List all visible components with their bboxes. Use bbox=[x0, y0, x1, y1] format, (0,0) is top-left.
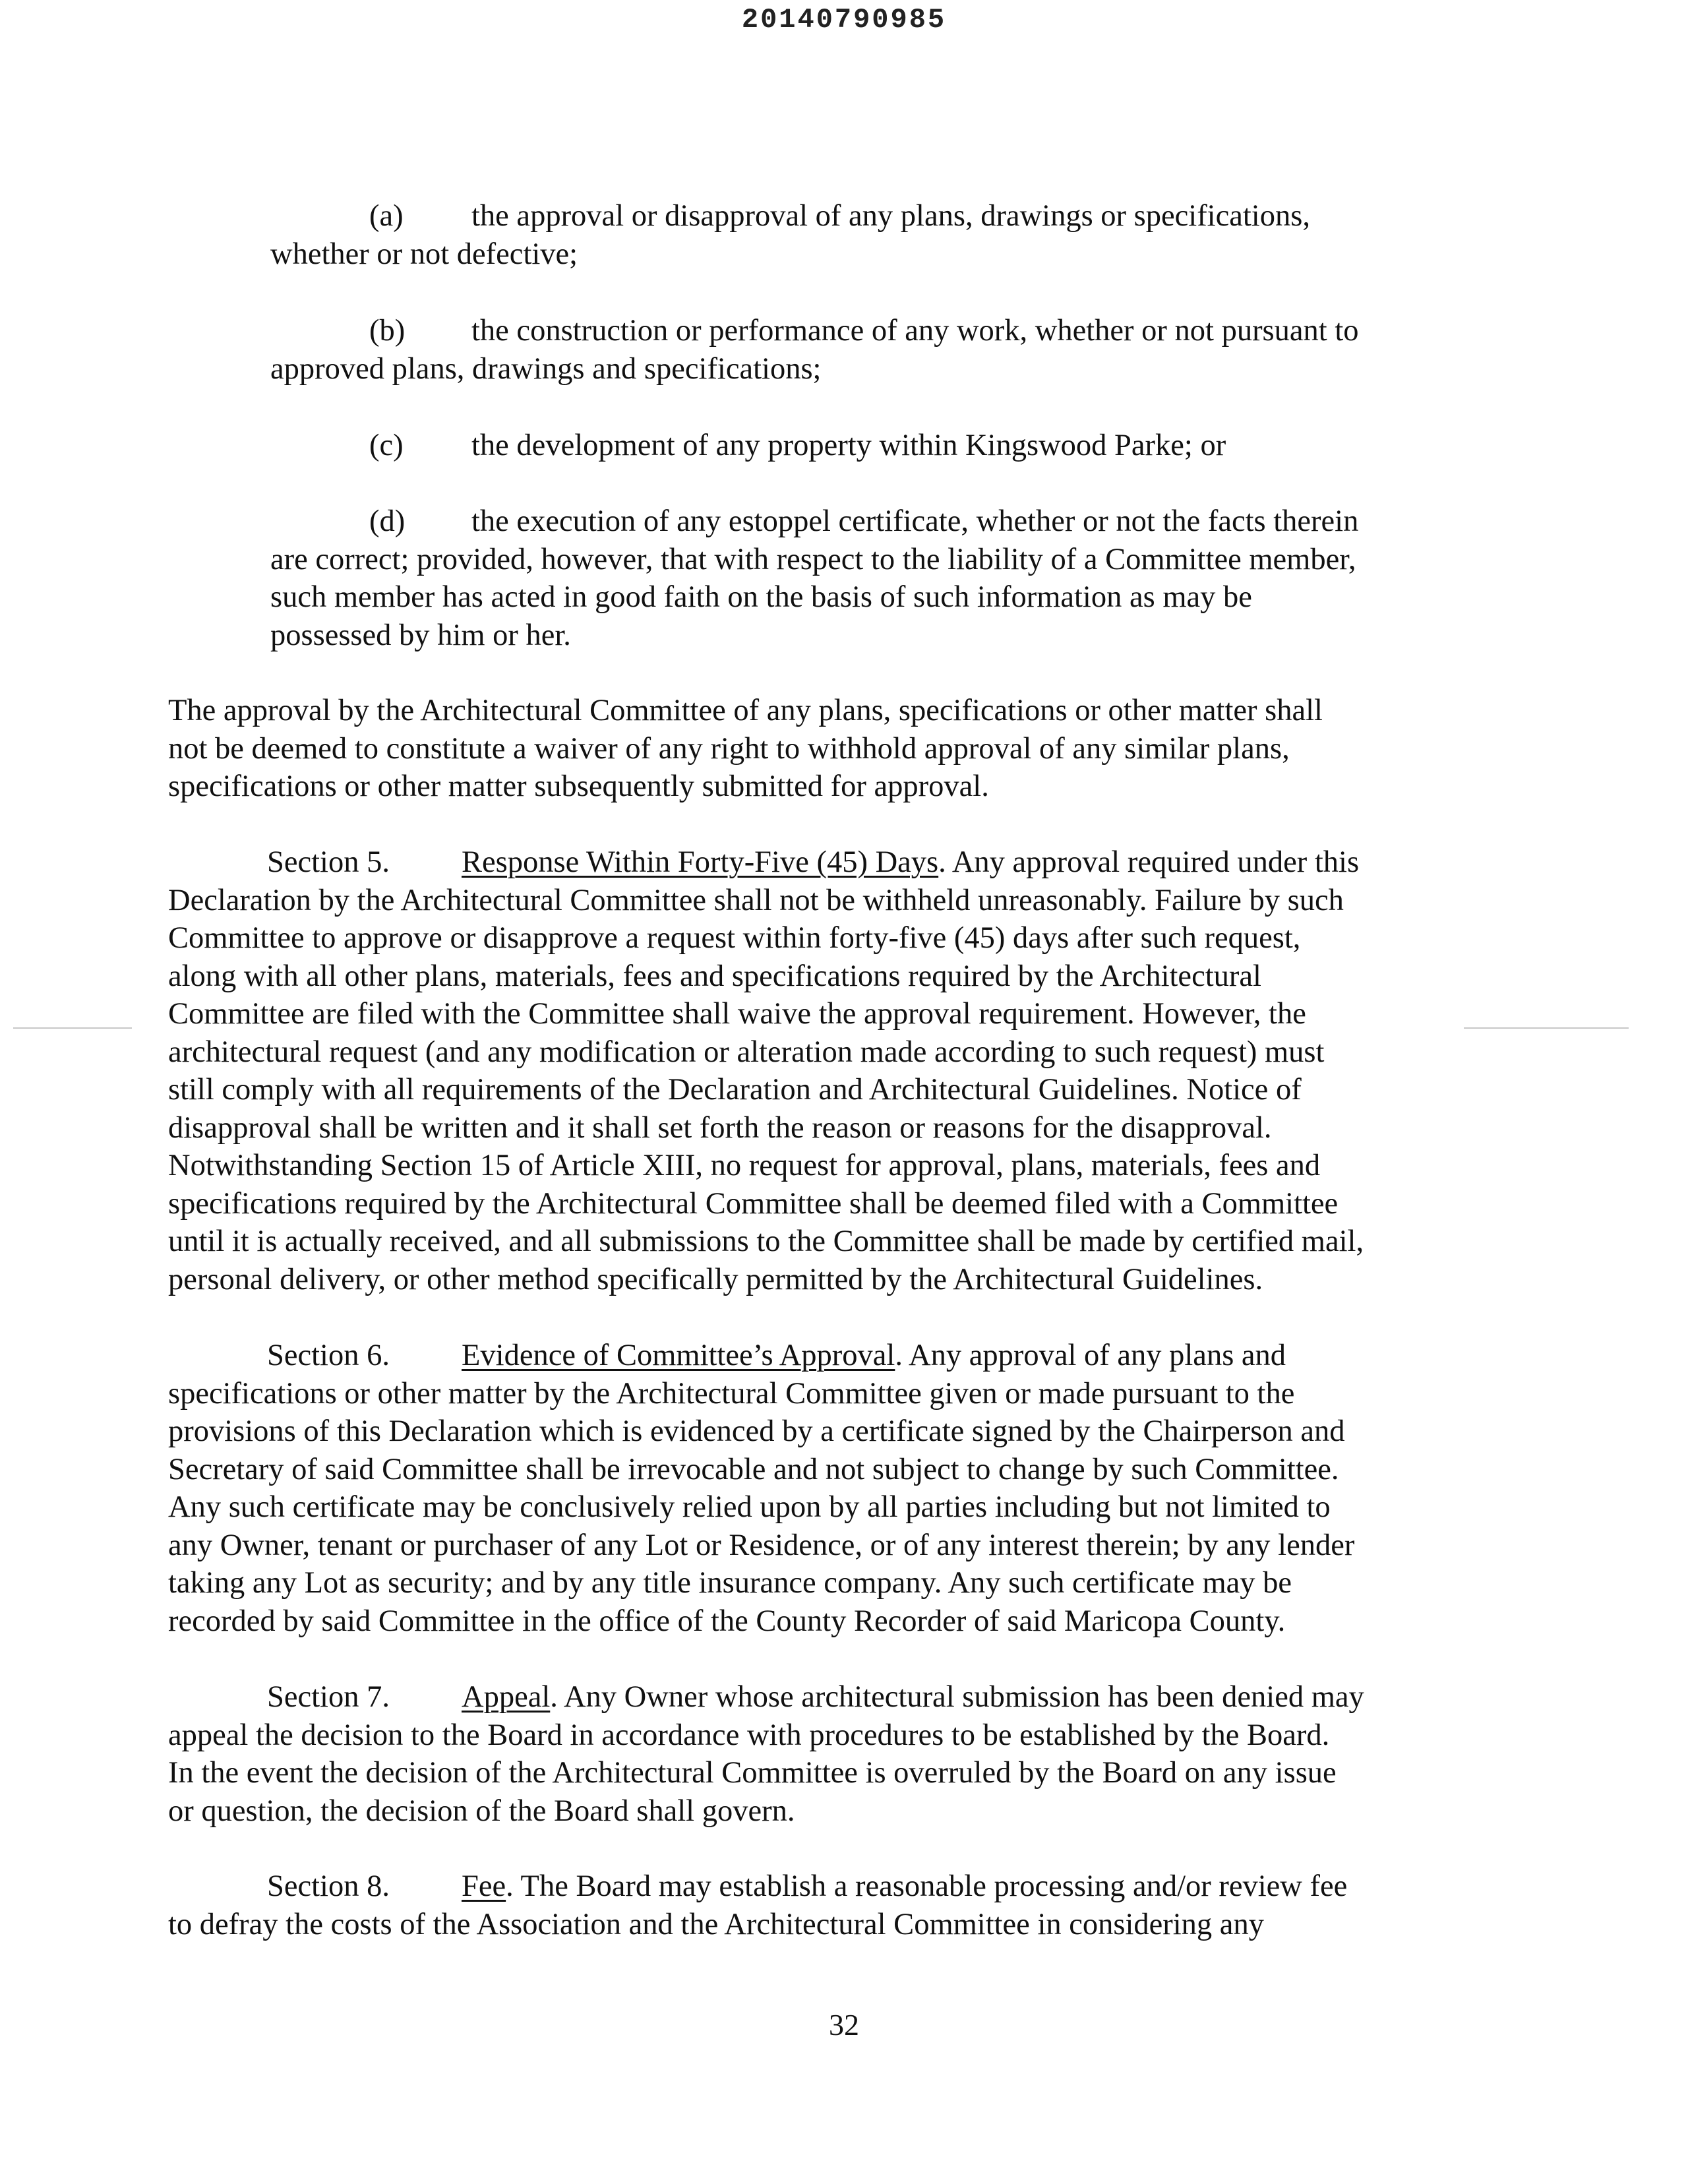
section-text: recorded by said Committee in the office of the County Recorder of said Maricopa County. bbox=[168, 1604, 1286, 1638]
list-item-a bbox=[270, 197, 1310, 273]
item-label: (d) bbox=[369, 504, 406, 538]
section-title: Evidence of Committee’s Approval bbox=[462, 1339, 895, 1372]
section-text: any Owner, tenant or purchaser of any Lot or Residence, or of any interest therein; by any lender bbox=[168, 1528, 1355, 1562]
item-text: the approval or disapproval of any plans, drawings or specifications, bbox=[471, 199, 1310, 233]
section-text: Secretary of said Committee shall be irrevocable and not subject to change by such Committee. bbox=[168, 1452, 1339, 1486]
item-label: (a) bbox=[369, 199, 404, 233]
item-text: are correct; provided, however, that with respect to the liability of a Committee member, bbox=[270, 542, 1356, 576]
section-text: . The Board may establish a reasonable processing and/or review fee bbox=[506, 1869, 1348, 1903]
section-title: Fee bbox=[462, 1869, 506, 1903]
section-text: Notwithstanding Section 15 of Article XIII, no request for approval, plans, materials, fees and bbox=[168, 1149, 1321, 1182]
section-text: Declaration by the Architectural Committee shall not be withheld unreasonably. Failure by such bbox=[168, 883, 1344, 917]
section-text: specifications required by the Architectural Committee shall be deemed filed with a Committee bbox=[168, 1186, 1339, 1221]
section-text: disapproval shall be written and it shall set forth the reason or reasons for the disapproval. bbox=[168, 1110, 1272, 1145]
section-text: provisions of this Declaration which is evidenced by a certificate signed by the Chairperson and bbox=[168, 1414, 1345, 1448]
item-text: the development of any property within Kingswood Parke; or bbox=[471, 429, 1226, 462]
section-text: until it is actually received, and all submissions to the Committee shall be made by certified mail, bbox=[168, 1225, 1364, 1258]
section-text: Committee are filed with the Committee shall waive the approval requirement. However, the bbox=[168, 997, 1306, 1031]
scan-artifact bbox=[13, 1027, 132, 1029]
item-text: possessed by him or her. bbox=[270, 618, 571, 652]
paragraph-line: The approval by the Architectural Committee of any plans, specifications or other matter shall bbox=[168, 694, 1323, 727]
paragraph-line: specifications or other matter subsequently submitted for approval. bbox=[168, 770, 989, 803]
item-text: whether or not defective; bbox=[270, 237, 578, 271]
section-text: along with all other plans, materials, fees and specifications required by the Architectural bbox=[168, 959, 1261, 993]
section-text: personal delivery, or other method specifically permitted by the Architectural Guidelines. bbox=[168, 1262, 1263, 1296]
section-6 bbox=[168, 1337, 1354, 1640]
section-5 bbox=[168, 843, 1364, 1298]
section-label: Section 6. bbox=[267, 1339, 390, 1372]
item-text: the construction or performance of any work, whether or not pursuant to bbox=[471, 314, 1359, 348]
section-text: or question, the decision of the Board shall govern. bbox=[168, 1794, 795, 1828]
document-number: 20140790985 bbox=[741, 4, 947, 36]
section-title: Appeal bbox=[462, 1680, 551, 1714]
item-text: such member has acted in good faith on the basis of such information as may be bbox=[270, 580, 1252, 614]
section-text: appeal the decision to the Board in accordance with procedures to be established by the Board. bbox=[168, 1718, 1330, 1752]
section-label: Section 8. bbox=[267, 1869, 390, 1903]
item-text: the execution of any estoppel certificate, whether or not the facts therein bbox=[471, 504, 1359, 538]
section-text: . Any Owner whose architectural submission has been denied may bbox=[550, 1680, 1364, 1714]
section-text: specifications or other matter by the Architectural Committee given or made pursuant to the bbox=[168, 1376, 1295, 1410]
section-text: taking any Lot as security; and by any title insurance company. Any such certificate may be bbox=[168, 1566, 1292, 1600]
item-label: (b) bbox=[369, 314, 406, 348]
section-text: In the event the decision of the Architectural Committee is overruled by the Board on any issue bbox=[168, 1756, 1337, 1790]
section-title: Response Within Forty-Five (45) Days bbox=[462, 845, 939, 879]
page-number: 32 bbox=[829, 2008, 859, 2042]
section-text: to defray the costs of the Association and the Architectural Committee in considering any bbox=[168, 1907, 1264, 1941]
section-text: Committee to approve or disapprove a request within forty-five (45) days after such request, bbox=[168, 921, 1301, 955]
section-text: still comply with all requirements of the Declaration and Architectural Guidelines. Notice of bbox=[168, 1073, 1302, 1107]
section-text: architectural request (and any modification or alteration made according to such request) must bbox=[168, 1035, 1325, 1069]
scan-artifact bbox=[1464, 1027, 1629, 1029]
section-7 bbox=[168, 1678, 1364, 1830]
section-label: Section 5. bbox=[267, 845, 390, 879]
section-8 bbox=[168, 1867, 1347, 1943]
approval-paragraph bbox=[168, 692, 1323, 806]
list-item-b bbox=[270, 312, 1359, 388]
item-label: (c) bbox=[369, 429, 404, 462]
section-label: Section 7. bbox=[267, 1680, 390, 1714]
section-text: Any such certificate may be conclusively relied upon by all parties including but not limited to bbox=[168, 1490, 1331, 1524]
list-item-c bbox=[270, 427, 1226, 465]
section-text: . Any approval of any plans and bbox=[895, 1339, 1286, 1372]
item-text: approved plans, drawings and specifications; bbox=[270, 351, 822, 386]
section-text: . Any approval required under this bbox=[938, 845, 1360, 879]
list-item-d bbox=[270, 502, 1358, 654]
paragraph-line: not be deemed to constitute a waiver of any right to withhold approval of any similar plans, bbox=[168, 731, 1290, 766]
